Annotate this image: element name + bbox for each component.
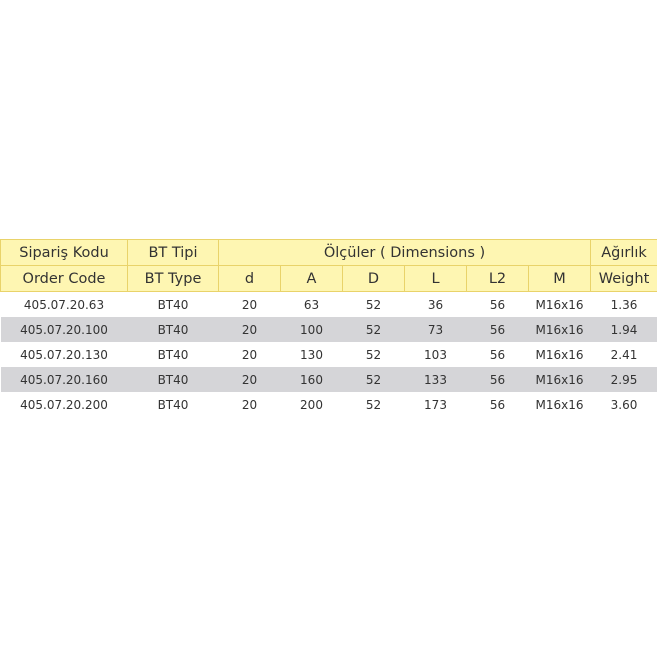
table-row (1, 342, 657, 367)
cell-order-code: 405.07.20.63 (1, 292, 128, 318)
cell-l2: 56 (467, 292, 529, 318)
header-dim-d: d (219, 266, 281, 292)
cell-l2: 56 (467, 392, 529, 417)
product-spec-table (0, 239, 657, 417)
header-order-code-tr: Sipariş Kodu (1, 240, 128, 266)
cell-weight: 1.94 (591, 317, 657, 342)
cell-a: 130 (281, 342, 343, 367)
cell-m: M16x16 (529, 317, 591, 342)
cell-order-code: 405.07.20.160 (1, 367, 128, 392)
table-row (1, 292, 657, 318)
cell-dd: 52 (343, 317, 405, 342)
cell-dd: 52 (343, 367, 405, 392)
cell-dd: 52 (343, 342, 405, 367)
cell-m: M16x16 (529, 292, 591, 318)
header-bt-type-tr: BT Tipi (128, 240, 219, 266)
table-header (1, 240, 657, 292)
cell-dd: 52 (343, 392, 405, 417)
cell-bt-type: BT40 (128, 292, 219, 318)
cell-weight: 2.95 (591, 367, 657, 392)
cell-l2: 56 (467, 367, 529, 392)
header-dimensions: Ölçüler ( Dimensions ) (219, 240, 591, 266)
cell-l: 36 (405, 292, 467, 318)
table-row (1, 392, 657, 417)
cell-order-code: 405.07.20.100 (1, 317, 128, 342)
header-order-code-en: Order Code (1, 266, 128, 292)
cell-d: 20 (219, 317, 281, 342)
cell-weight: 3.60 (591, 392, 657, 417)
cell-dd: 52 (343, 292, 405, 318)
header-dim-l: L (405, 266, 467, 292)
table-row (1, 367, 657, 392)
header-dim-dd: D (343, 266, 405, 292)
cell-bt-type: BT40 (128, 367, 219, 392)
header-bt-type-en: BT Type (128, 266, 219, 292)
cell-l: 73 (405, 317, 467, 342)
cell-d: 20 (219, 392, 281, 417)
cell-a: 200 (281, 392, 343, 417)
cell-l: 103 (405, 342, 467, 367)
cell-d: 20 (219, 342, 281, 367)
cell-l2: 56 (467, 317, 529, 342)
header-weight-tr: Ağırlık (591, 240, 657, 266)
cell-bt-type: BT40 (128, 317, 219, 342)
table-body (1, 292, 657, 418)
cell-order-code: 405.07.20.130 (1, 342, 128, 367)
cell-weight: 2.41 (591, 342, 657, 367)
cell-m: M16x16 (529, 367, 591, 392)
cell-a: 63 (281, 292, 343, 318)
cell-bt-type: BT40 (128, 342, 219, 367)
cell-order-code: 405.07.20.200 (1, 392, 128, 417)
cell-m: M16x16 (529, 392, 591, 417)
header-dim-m: M (529, 266, 591, 292)
cell-l: 133 (405, 367, 467, 392)
cell-a: 160 (281, 367, 343, 392)
cell-l2: 56 (467, 342, 529, 367)
product-spec-table-container (0, 239, 657, 417)
table-row (1, 317, 657, 342)
cell-d: 20 (219, 367, 281, 392)
cell-l: 173 (405, 392, 467, 417)
header-weight-en: Weight (591, 266, 657, 292)
cell-bt-type: BT40 (128, 392, 219, 417)
cell-a: 100 (281, 317, 343, 342)
header-dim-l2: L2 (467, 266, 529, 292)
header-dim-a: A (281, 266, 343, 292)
cell-d: 20 (219, 292, 281, 318)
cell-m: M16x16 (529, 342, 591, 367)
cell-weight: 1.36 (591, 292, 657, 318)
